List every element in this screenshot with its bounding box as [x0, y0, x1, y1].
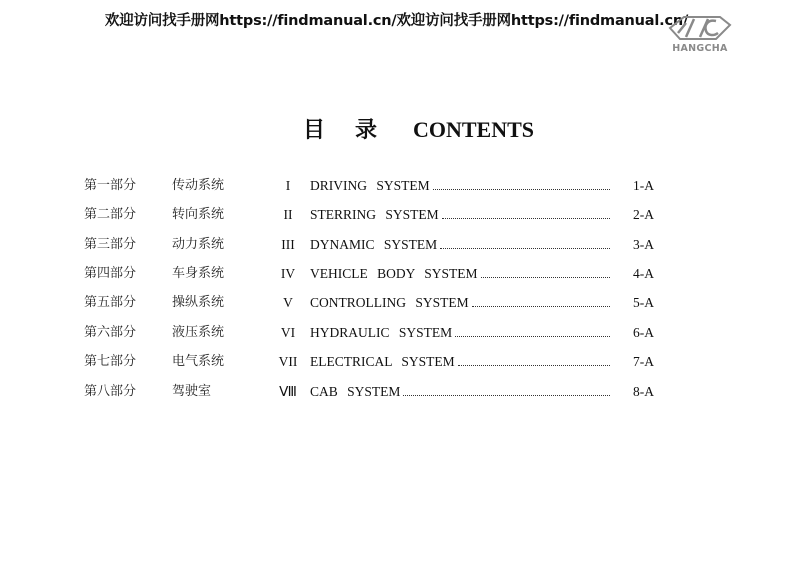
dot-leader	[455, 323, 610, 337]
toc-page-number[interactable]: 2-A	[633, 207, 654, 222]
toc-roman-numeral: V	[283, 295, 293, 310]
toc-page-number[interactable]: 7-A	[633, 354, 654, 369]
toc-title-en[interactable]	[310, 352, 610, 372]
toc-title-en[interactable]	[310, 176, 610, 196]
toc-entry[interactable]	[0, 382, 793, 402]
toc-part-label: 第二部分	[84, 207, 137, 222]
dot-leader	[458, 352, 610, 366]
toc-page-number[interactable]: 8-A	[633, 384, 654, 399]
toc-page-number[interactable]: 4-A	[633, 266, 654, 281]
toc-part-label: 第四部分	[84, 266, 137, 281]
toc-roman-numeral: Ⅷ	[279, 384, 297, 399]
toc-system-zh: 动力系统	[172, 237, 225, 252]
toc-entry[interactable]	[0, 235, 793, 255]
toc-page-number[interactable]: 3-A	[633, 237, 654, 252]
toc-title-en[interactable]	[310, 264, 610, 284]
toc-title-en-text[interactable]: DRIVING SYSTEM	[310, 176, 432, 196]
toc-roman-numeral: VII	[278, 354, 298, 369]
toc-system-zh: 传动系统	[172, 178, 225, 193]
toc-part-label: 第三部分	[84, 237, 137, 252]
toc-roman-numeral: III	[281, 237, 295, 252]
toc-title-en-text[interactable]: DYNAMIC SYSTEM	[310, 235, 439, 255]
toc-title-en-text[interactable]: VEHICLE BODY SYSTEM	[310, 264, 480, 284]
toc-roman-numeral: I	[285, 178, 291, 193]
toc-system-zh: 车身系统	[172, 266, 225, 281]
toc-entry[interactable]	[0, 205, 793, 225]
toc-part-label: 第六部分	[84, 325, 137, 340]
toc-entry[interactable]	[0, 352, 793, 372]
toc-page-number[interactable]: 6-A	[633, 325, 654, 340]
toc-roman-numeral: IV	[280, 266, 296, 281]
toc-roman-numeral: VI	[280, 325, 296, 340]
toc-system-zh: 操纵系统	[172, 295, 225, 310]
toc-part-label: 第八部分	[84, 384, 137, 399]
toc-system-zh: 电气系统	[172, 354, 225, 369]
toc-title-en-text[interactable]: ELECTRICAL SYSTEM	[310, 352, 457, 372]
toc-entry[interactable]	[0, 176, 793, 196]
toc-title-en[interactable]	[310, 205, 610, 225]
toc-title-en[interactable]	[310, 235, 610, 255]
toc-title-en-text[interactable]: CONTROLLING SYSTEM	[310, 293, 471, 313]
toc-part-label: 第一部分	[84, 178, 137, 193]
toc-system-zh: 驾驶室	[172, 384, 212, 399]
toc-title-en-text[interactable]: STERRING SYSTEM	[310, 205, 441, 225]
dot-leader	[472, 293, 610, 307]
toc-title-en[interactable]	[310, 323, 610, 343]
toc-entry[interactable]	[0, 264, 793, 284]
title-zh: 目录	[302, 118, 407, 143]
toc-system-zh: 转向系统	[172, 207, 225, 222]
toc-title-en-text[interactable]: CAB SYSTEM	[310, 382, 402, 402]
toc-entry[interactable]	[0, 293, 793, 313]
toc-title-en-text[interactable]: HYDRAULIC SYSTEM	[310, 323, 454, 343]
toc-roman-numeral: II	[283, 207, 293, 222]
dot-leader	[403, 382, 610, 396]
dot-leader	[433, 176, 610, 190]
dot-leader	[442, 205, 610, 219]
toc-part-label: 第五部分	[84, 295, 137, 310]
toc-title-en[interactable]	[310, 382, 610, 402]
toc-entry[interactable]	[0, 323, 793, 343]
dot-leader	[481, 264, 610, 278]
title-en: CONTENTS	[412, 117, 535, 142]
logo-wordmark: HANGCHA	[672, 43, 728, 54]
dot-leader	[440, 235, 610, 249]
toc-part-label: 第七部分	[84, 354, 137, 369]
watermark-text: 欢迎访问找手册网https://findmanual.cn/欢迎访问找手册网https://findmanual.cn/	[104, 13, 689, 29]
toc-page-number[interactable]: 5-A	[633, 295, 654, 310]
toc-title-en[interactable]	[310, 293, 610, 313]
toc-system-zh: 液压系统	[172, 325, 225, 340]
toc-page-number[interactable]: 1-A	[633, 178, 654, 193]
